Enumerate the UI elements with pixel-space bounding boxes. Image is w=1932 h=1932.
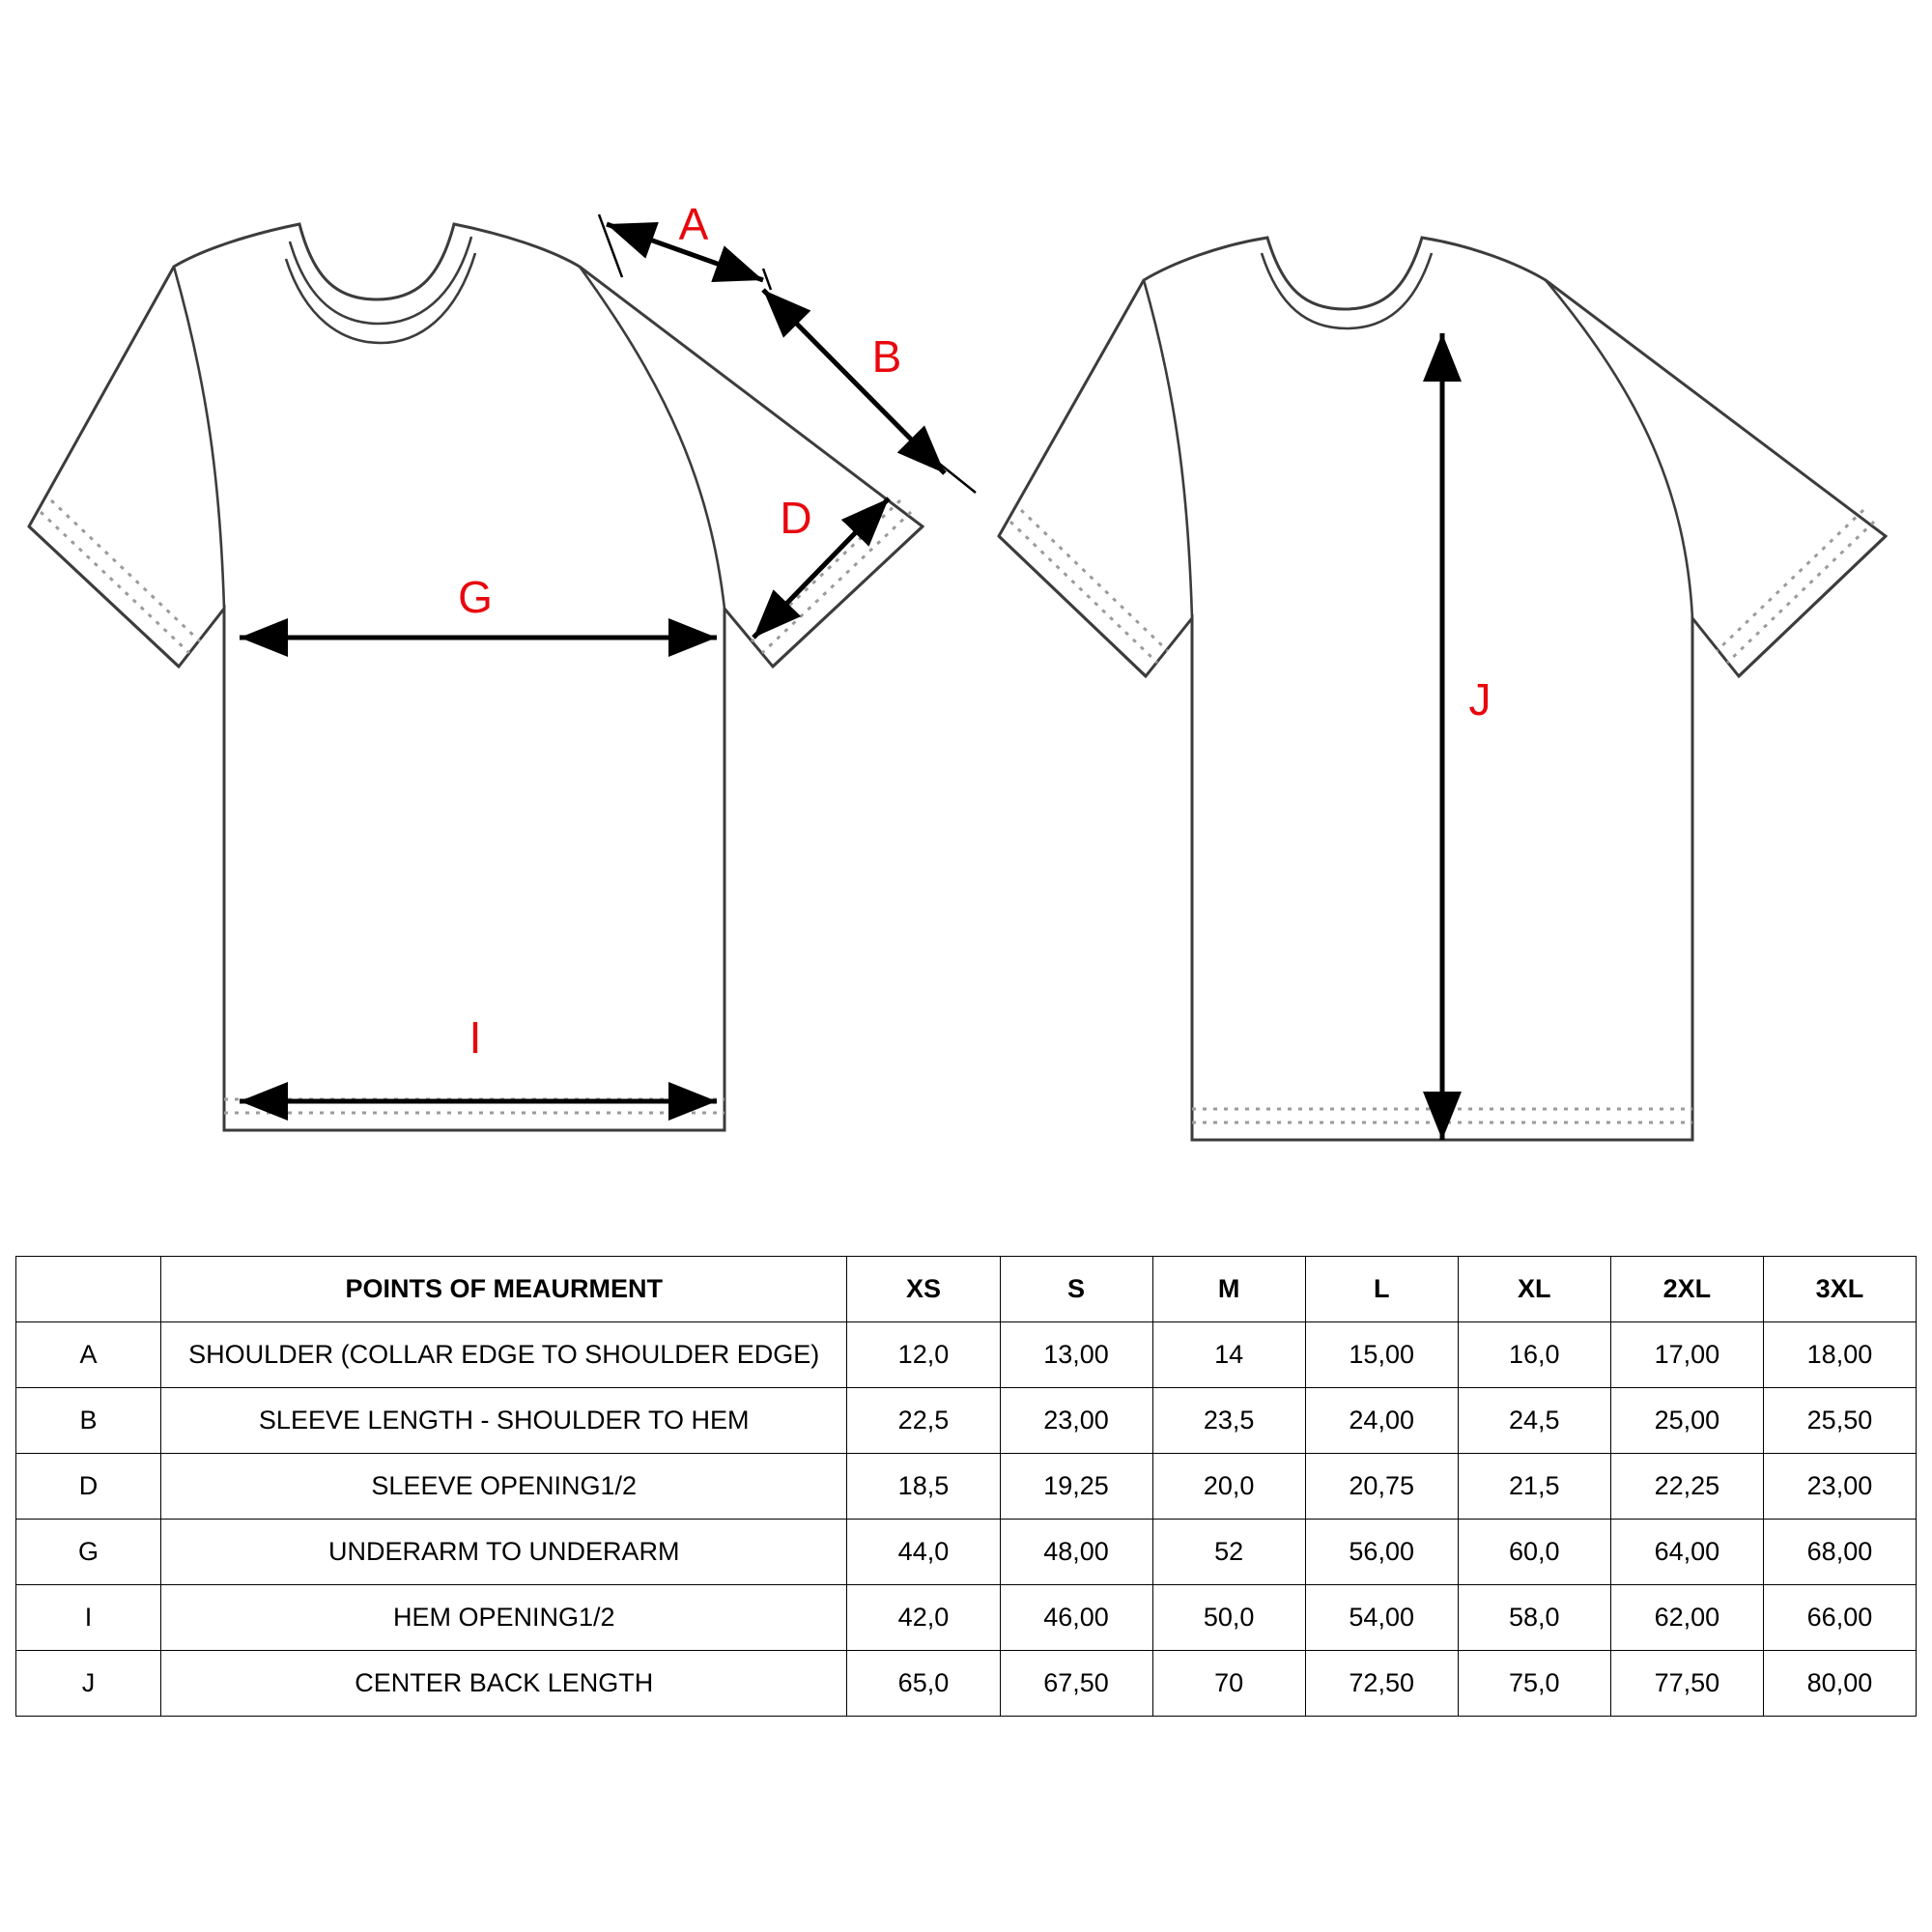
row-letter: D — [16, 1454, 161, 1520]
cell-m: 14 — [1152, 1322, 1305, 1388]
cell-s: 13,00 — [1000, 1322, 1152, 1388]
cell-l: 20,75 — [1305, 1454, 1458, 1520]
tshirt-front-view — [29, 224, 923, 1130]
cell-l: 24,00 — [1305, 1388, 1458, 1454]
cell-s: 67,50 — [1000, 1651, 1152, 1717]
measurement-table — [15, 1256, 1917, 1717]
row-letter: G — [16, 1520, 161, 1585]
cell-xs: 18,5 — [847, 1454, 1000, 1520]
cell-s: 19,25 — [1000, 1454, 1152, 1520]
cell-xs: 12,0 — [847, 1322, 1000, 1388]
cell-l: 56,00 — [1305, 1520, 1458, 1585]
cell-s: 23,00 — [1000, 1388, 1152, 1454]
table-row — [16, 1585, 1917, 1651]
table-row — [16, 1388, 1917, 1454]
callout-label-A: A — [678, 199, 709, 249]
row-pom: HEM OPENING1/2 — [161, 1585, 847, 1651]
header-size-xs: XS — [847, 1257, 1000, 1322]
header-size-2xl: 2XL — [1610, 1257, 1763, 1322]
table-row — [16, 1520, 1917, 1585]
table-row — [16, 1454, 1917, 1520]
table-header-row — [16, 1257, 1917, 1322]
header-size-l: L — [1305, 1257, 1458, 1322]
header-size-3xl: 3XL — [1763, 1257, 1916, 1322]
cell-3xl: 66,00 — [1763, 1585, 1916, 1651]
cell-m: 52 — [1152, 1520, 1305, 1585]
cell-m: 20,0 — [1152, 1454, 1305, 1520]
callout-label-B: B — [871, 331, 902, 382]
header-letter — [16, 1257, 161, 1322]
row-letter: A — [16, 1322, 161, 1388]
cell-2xl: 22,25 — [1610, 1454, 1763, 1520]
table-row — [16, 1651, 1917, 1717]
cell-m: 70 — [1152, 1651, 1305, 1717]
cell-m: 50,0 — [1152, 1585, 1305, 1651]
cell-3xl: 18,00 — [1763, 1322, 1916, 1388]
cell-xs: 44,0 — [847, 1520, 1000, 1585]
row-letter: B — [16, 1388, 161, 1454]
row-pom: CENTER BACK LENGTH — [161, 1651, 847, 1717]
cell-s: 46,00 — [1000, 1585, 1152, 1651]
cell-xl: 21,5 — [1458, 1454, 1610, 1520]
cell-xl: 60,0 — [1458, 1520, 1610, 1585]
cell-2xl: 17,00 — [1610, 1322, 1763, 1388]
row-pom: UNDERARM TO UNDERARM — [161, 1520, 847, 1585]
cell-s: 48,00 — [1000, 1520, 1152, 1585]
cell-2xl: 64,00 — [1610, 1520, 1763, 1585]
header-size-xl: XL — [1458, 1257, 1610, 1322]
cell-xs: 65,0 — [847, 1651, 1000, 1717]
cell-m: 23,5 — [1152, 1388, 1305, 1454]
cell-xl: 75,0 — [1458, 1651, 1610, 1717]
cell-xs: 22,5 — [847, 1388, 1000, 1454]
cell-2xl: 77,50 — [1610, 1651, 1763, 1717]
cell-3xl: 23,00 — [1763, 1454, 1916, 1520]
cell-3xl: 80,00 — [1763, 1651, 1916, 1717]
header-size-m: M — [1152, 1257, 1305, 1322]
header-points-of-measurement: POINTS OF MEAURMENT — [161, 1257, 847, 1322]
callout-label-G: G — [458, 572, 493, 622]
header-size-s: S — [1000, 1257, 1152, 1322]
cell-2xl: 25,00 — [1610, 1388, 1763, 1454]
callout-label-J: J — [1468, 674, 1492, 724]
table-row — [16, 1322, 1917, 1388]
cell-3xl: 25,50 — [1763, 1388, 1916, 1454]
cell-3xl: 68,00 — [1763, 1520, 1916, 1585]
row-letter: J — [16, 1651, 161, 1717]
row-pom: SLEEVE LENGTH - SHOULDER TO HEM — [161, 1388, 847, 1454]
cell-xl: 58,0 — [1458, 1585, 1610, 1651]
cell-xs: 42,0 — [847, 1585, 1000, 1651]
callout-label-I: I — [469, 1012, 482, 1063]
row-pom: SLEEVE OPENING1/2 — [161, 1454, 847, 1520]
cell-l: 15,00 — [1305, 1322, 1458, 1388]
row-letter: I — [16, 1585, 161, 1651]
cell-xl: 16,0 — [1458, 1322, 1610, 1388]
cell-l: 54,00 — [1305, 1585, 1458, 1651]
row-pom: SHOULDER (COLLAR EDGE TO SHOULDER EDGE) — [161, 1322, 847, 1388]
cell-l: 72,50 — [1305, 1651, 1458, 1717]
callout-label-D: D — [780, 493, 812, 543]
cell-2xl: 62,00 — [1610, 1585, 1763, 1651]
cell-xl: 24,5 — [1458, 1388, 1610, 1454]
